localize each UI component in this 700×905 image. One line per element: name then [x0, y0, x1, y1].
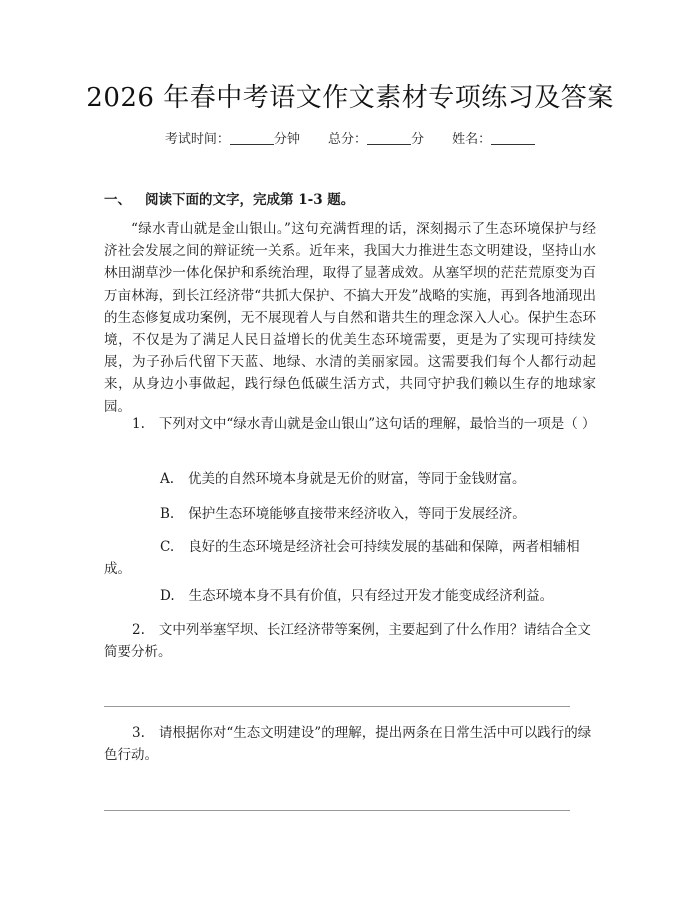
- question-1-text: 下列对文中“绿水青山就是金山银山”这句话的理解，最恰当的一项是（ ）: [158, 416, 596, 432]
- section-number: 一、: [104, 192, 131, 208]
- option-a-text: 优美的自然环境本身就是无价的财富，等同于金钱财富。: [188, 471, 526, 487]
- option-b-text: 保护生态环境能够直接带来经济收入，等同于发展经济。: [188, 506, 526, 522]
- question-2-number: 2.: [132, 622, 145, 638]
- section-heading: [104, 190, 354, 210]
- option-c-text: 良好的生态环境是经济社会可持续发展的基础和保障，两者相辅相成。: [104, 539, 580, 578]
- question-2-text: 文中列举塞罕坝、长江经济带等案例，主要起到了什么作用？请结合全文简要分析。: [104, 622, 591, 661]
- answer-line-q2[interactable]: [104, 706, 570, 707]
- exam-time-unit: 分钟: [273, 132, 300, 147]
- section-instruction: 阅读下面的文字，完成第 1-3 题。: [145, 192, 355, 208]
- student-name-label: 姓名：: [452, 132, 492, 147]
- page-title: 2026 年春中考语文作文素材专项练习及答案: [86, 83, 614, 113]
- answer-line-q3[interactable]: [104, 810, 570, 811]
- option-b-letter: B.: [160, 506, 175, 522]
- option-b[interactable]: [104, 503, 596, 525]
- exam-time-blank[interactable]: [230, 130, 274, 145]
- option-a[interactable]: [104, 468, 596, 490]
- question-1: [104, 413, 596, 435]
- student-name-field: [452, 132, 535, 147]
- question-2: [104, 619, 596, 663]
- option-c[interactable]: [104, 536, 596, 580]
- total-score-label: 总分：: [327, 132, 367, 147]
- option-d[interactable]: [104, 585, 596, 607]
- option-c-letter: C.: [160, 539, 175, 555]
- option-a-letter: A.: [160, 471, 175, 487]
- exam-time-field: [165, 132, 300, 147]
- question-3: [104, 722, 596, 766]
- total-score-blank[interactable]: [367, 130, 411, 145]
- option-d-letter: D.: [160, 588, 175, 604]
- total-score-field: [328, 132, 424, 147]
- student-name-blank[interactable]: [491, 130, 535, 145]
- option-d-text: 生态环境本身不具有价值，只有经过开发才能变成经济利益。: [188, 588, 554, 604]
- question-3-text: 请根据你对“生态文明建设”的理解，提出两条在日常生活中可以践行的绿色行动。: [104, 725, 592, 764]
- reading-passage: “绿水青山就是金山银山。”这句充满哲理的话，深刻揭示了生态环境保护与经济社会发展之间的辩证统一关系。近年来，我国大力推进生态文明建设，坚持山水林田湖草沙一体化保护和系统治理，取得了显著成效。从塞罕坝的茫茫荒原变为百万亩林海，到长江经济带“共抓大保护、不搞大开发”战略的实施，再到各地涌现出的生态修复成功案例，无不展现着人与自然和谐共生的理念深入人心。保护生态环境，不仅是为了满足人民日益增长的优美生态环境需要，更是为了实现可持续发展，为子孙后代留下天蓝、地绿、水清的美丽家园。这需要我们每个人都行动起来，从身边小事做起，践行绿色低碳生活方式，共同守护我们赖以生存的地球家园。: [104, 221, 596, 415]
- question-3-number: 3.: [132, 725, 145, 741]
- total-score-unit: 分: [411, 132, 425, 147]
- question-1-number: 1.: [132, 416, 145, 432]
- exam-time-label: 考试时间：: [164, 132, 230, 147]
- exam-info-line: [0, 130, 700, 150]
